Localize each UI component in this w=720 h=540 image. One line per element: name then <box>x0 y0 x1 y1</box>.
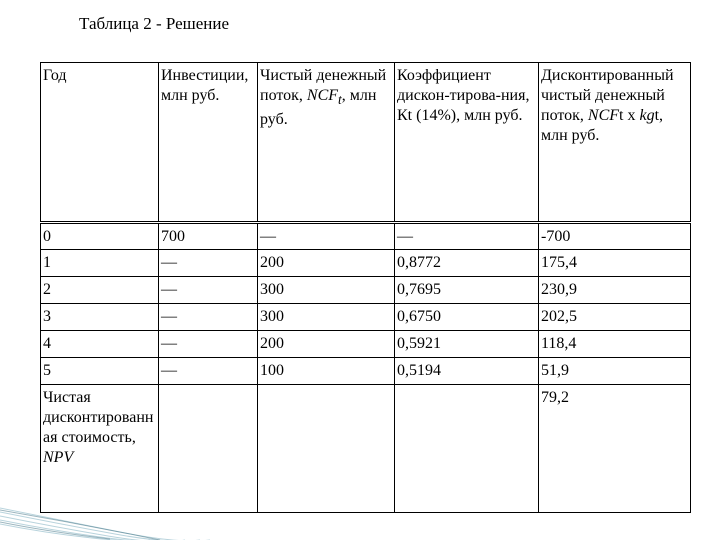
cell-coefficient: 0,5921 <box>395 331 539 358</box>
cell-coefficient: 0,5194 <box>395 358 539 385</box>
table-row <box>41 331 691 358</box>
cell-year: 4 <box>41 331 159 358</box>
decorative-wave-lines <box>0 450 210 540</box>
cell-empty <box>258 385 395 513</box>
cell-empty <box>395 385 539 513</box>
table-row <box>41 223 691 250</box>
cell-npv-label: Чистая дисконтированная стоимость, NPV <box>41 385 159 513</box>
cell-net-cash-flow: — <box>258 223 395 250</box>
cell-year: 0 <box>41 223 159 250</box>
cell-year: 5 <box>41 358 159 385</box>
cell-coefficient: 0,8772 <box>395 250 539 277</box>
cell-discounted: 175,4 <box>539 250 691 277</box>
cell-net-cash-flow: 200 <box>258 250 395 277</box>
cell-investments: — <box>159 250 258 277</box>
cell-year: 1 <box>41 250 159 277</box>
cell-net-cash-flow: 100 <box>258 358 395 385</box>
header-discount-coefficient: Коэффициент дискон-тирова-ния, Кt (14%), млн руб. <box>395 63 539 223</box>
table-row <box>41 358 691 385</box>
cell-discounted: 118,4 <box>539 331 691 358</box>
header-discounted-cash-flow: Дисконтированный чистый денежный поток, NCFt х kgt, млн руб. <box>539 63 691 223</box>
header-year: Год <box>41 63 159 223</box>
cell-net-cash-flow: 300 <box>258 304 395 331</box>
cell-discounted: -700 <box>539 223 691 250</box>
cell-npv-value: 79,2 <box>539 385 691 513</box>
cell-investments: — <box>159 358 258 385</box>
header-net-cash-flow: Чистый денежный поток, $NCF_t$, млн руб. <box>258 63 395 223</box>
table-header-row <box>41 63 691 223</box>
solution-table <box>40 62 691 513</box>
cell-year: 3 <box>41 304 159 331</box>
cell-investments: — <box>159 331 258 358</box>
header-investments: Инвестиции, млн руб. <box>159 63 258 223</box>
cell-net-cash-flow: 300 <box>258 277 395 304</box>
table-caption: Таблица 2 - Решение <box>79 14 230 33</box>
cell-coefficient: — <box>395 223 539 250</box>
table-row <box>41 304 691 331</box>
cell-net-cash-flow: 200 <box>258 331 395 358</box>
table-row <box>41 250 691 277</box>
cell-coefficient: 0,6750 <box>395 304 539 331</box>
cell-investments: — <box>159 304 258 331</box>
cell-discounted: 202,5 <box>539 304 691 331</box>
cell-discounted: 51,9 <box>539 358 691 385</box>
table-row <box>41 277 691 304</box>
cell-year: 2 <box>41 277 159 304</box>
cell-investments: 700 <box>159 223 258 250</box>
cell-coefficient: 0,7695 <box>395 277 539 304</box>
cell-investments: — <box>159 277 258 304</box>
cell-discounted: 230,9 <box>539 277 691 304</box>
